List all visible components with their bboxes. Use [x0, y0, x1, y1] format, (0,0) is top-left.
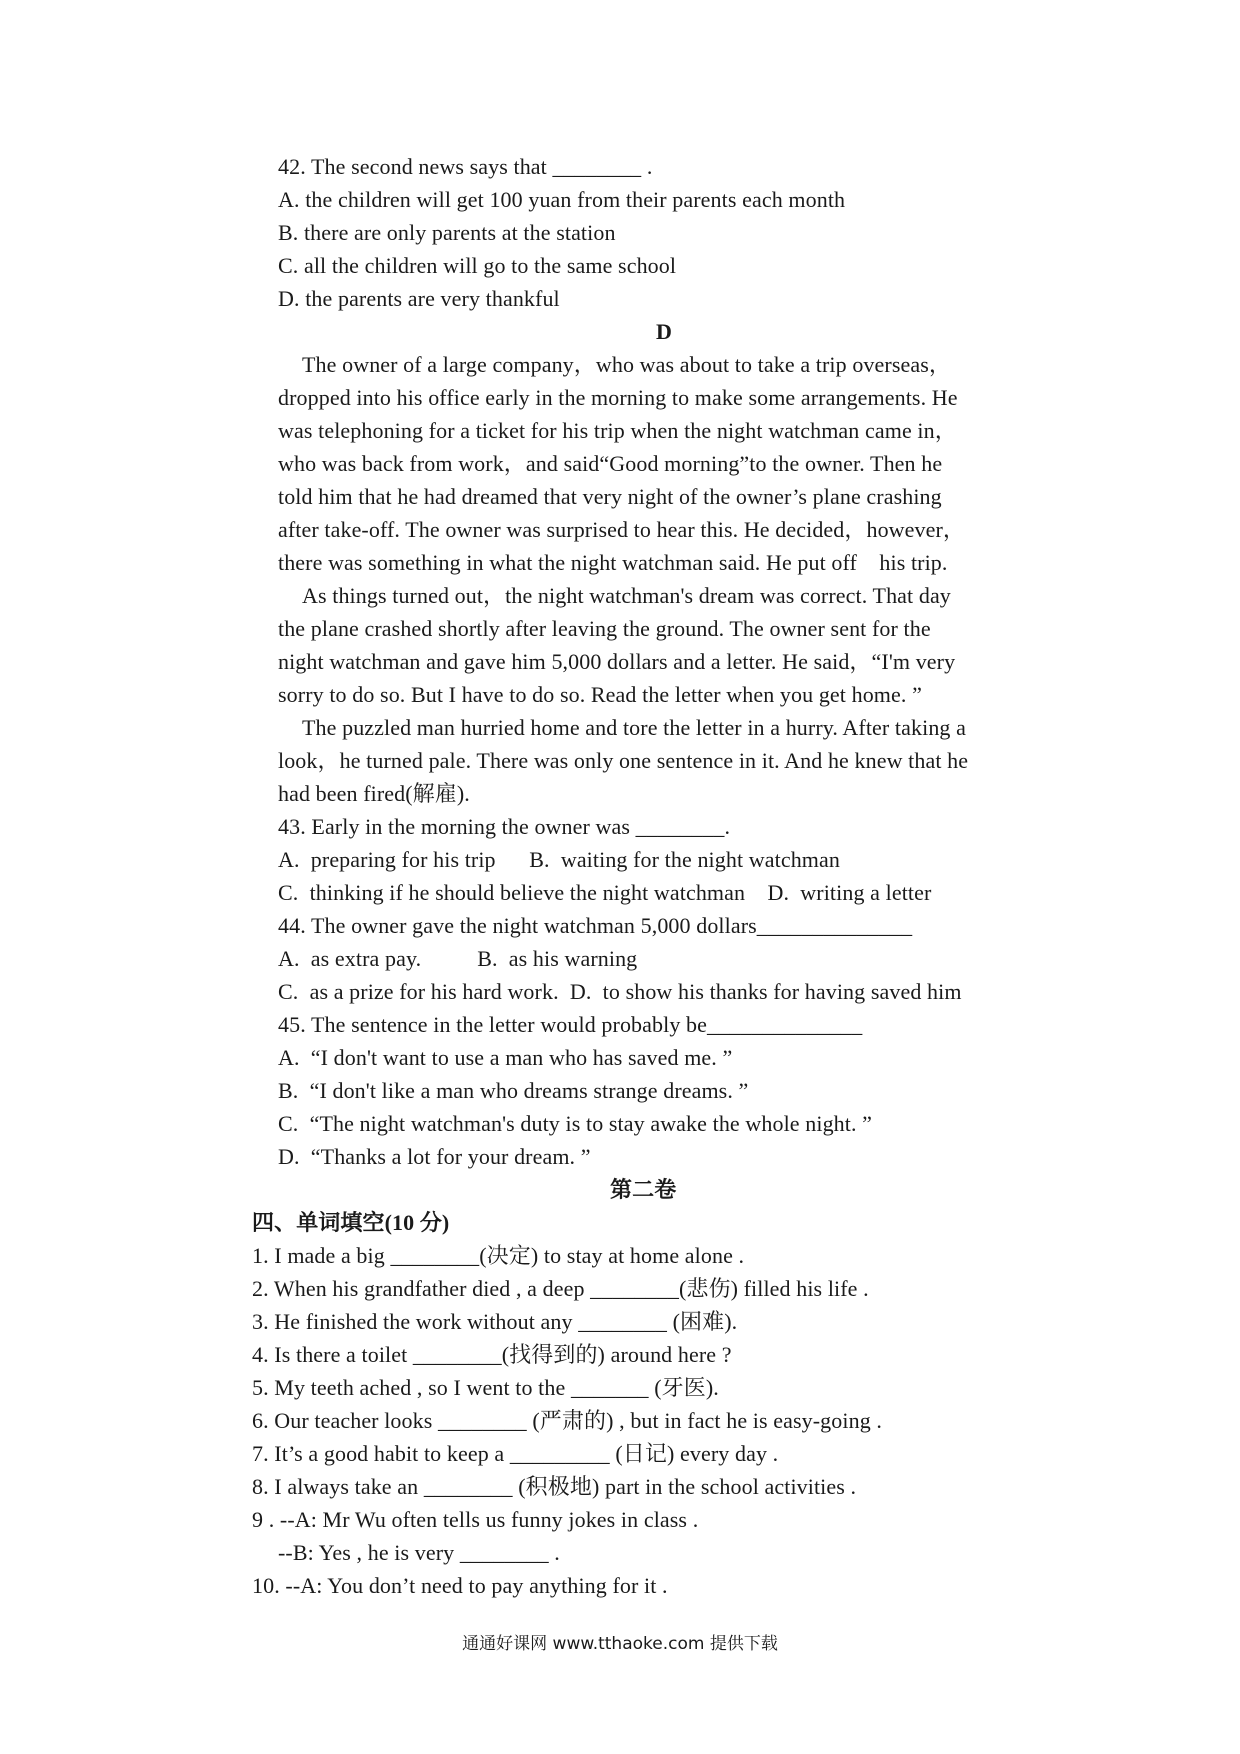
- passage-line: look，he turned pale. There was only one sentence in it. And he knew that he: [278, 748, 969, 773]
- passage-line: after take-off. The owner was surprised to hear this. He decided，however，: [278, 517, 966, 542]
- passage-heading: D: [656, 319, 672, 344]
- fill-item: 5. My teeth ached , so I went to the _______ (牙医).: [252, 1375, 719, 1400]
- fill-item: 10. --A: You don’t need to pay anything for it .: [252, 1573, 668, 1598]
- q45-option-c: C. “The night watchman's duty is to stay awake the whole night. ”: [278, 1111, 873, 1136]
- passage-line: was telephoning for a ticket for his trip when the night watchman came in，: [278, 418, 957, 443]
- q42-option-a: A. the children will get 100 yuan from their parents each month: [278, 187, 846, 212]
- q42-stem: 42. The second news says that ________ .: [278, 154, 653, 179]
- fill-item: 7. It’s a good habit to keep a _________ (日记) every day .: [252, 1441, 779, 1466]
- passage-line: the plane crashed shortly after leaving the ground. The owner sent for the: [278, 616, 931, 641]
- fill-item: 2. When his grandfather died , a deep ________(悲伤) filled his life .: [252, 1276, 869, 1301]
- q45-option-a: A. “I don't want to use a man who has saved me. ”: [278, 1045, 733, 1070]
- q45-option-b: B. “I don't like a man who dreams strange dreams. ”: [278, 1078, 749, 1103]
- fill-item: 3. He finished the work without any ________ (困难).: [252, 1309, 738, 1334]
- q44-options-cd: C. as a prize for his hard work. D. to show his thanks for having saved him: [278, 979, 962, 1004]
- passage-line: night watchman and gave him 5,000 dollars and a letter. He said，“I'm very: [278, 649, 956, 674]
- passage-line: had been fired(解雇).: [278, 781, 470, 806]
- q45-option-d: D. “Thanks a lot for your dream. ”: [278, 1144, 591, 1169]
- q45-stem: 45. The sentence in the letter would probably be______________: [278, 1012, 863, 1037]
- passage-line: The puzzled man hurried home and tore the letter in a hurry. After taking a: [302, 715, 966, 740]
- passage-line: As things turned out，the night watchman's dream was correct. That day: [302, 583, 951, 608]
- passage-line: dropped into his office early in the morning to make some arrangements. He: [278, 385, 958, 410]
- fill-item: 4. Is there a toilet ________(找得到的) around here ?: [252, 1342, 732, 1367]
- q43-stem: 43. Early in the morning the owner was ________.: [278, 814, 731, 839]
- q43-options-ab: A. preparing for his trip B. waiting for the night watchman: [278, 847, 840, 872]
- fill-item: 6. Our teacher looks ________ (严肃的) , but in fact he is easy-going .: [252, 1408, 882, 1433]
- section4-title: 四、单词填空(10 分): [252, 1210, 450, 1235]
- passage-line: sorry to do so. But I have to do so. Read the letter when you get home. ”: [278, 682, 922, 707]
- passage-line: there was something in what the night watchman said. He put off his trip.: [278, 550, 948, 575]
- q44-stem: 44. The owner gave the night watchman 5,000 dollars______________: [278, 913, 913, 938]
- q44-options-ab: A. as extra pay. B. as his warning: [278, 946, 638, 971]
- fill-item: 1. I made a big ________(决定) to stay at home alone .: [252, 1243, 745, 1268]
- volume-two-heading: 第二卷: [610, 1177, 677, 1202]
- passage-line: who was back from work，and said“Good morning”to the owner. Then he: [278, 451, 943, 476]
- fill-item: 9 . --A: Mr Wu often tells us funny jokes in class .: [252, 1507, 699, 1532]
- fill-item: 8. I always take an ________ (积极地) part in the school activities .: [252, 1474, 857, 1499]
- passage-line: told him that he had dreamed that very night of the owner’s plane crashing: [278, 484, 942, 509]
- passage-line: The owner of a large company，who was about to take a trip overseas，: [302, 352, 951, 377]
- footer-source: 通通好课网 www.tthaoke.com 提供下载: [462, 1634, 778, 1654]
- fill-item: --B: Yes , he is very ________ .: [278, 1540, 560, 1565]
- q42-option-b: B. there are only parents at the station: [278, 220, 616, 245]
- q43-options-cd: C. thinking if he should believe the night watchman D. writing a letter: [278, 880, 932, 905]
- q42-option-c: C. all the children will go to the same school: [278, 253, 677, 278]
- q42-option-d: D. the parents are very thankful: [278, 286, 560, 311]
